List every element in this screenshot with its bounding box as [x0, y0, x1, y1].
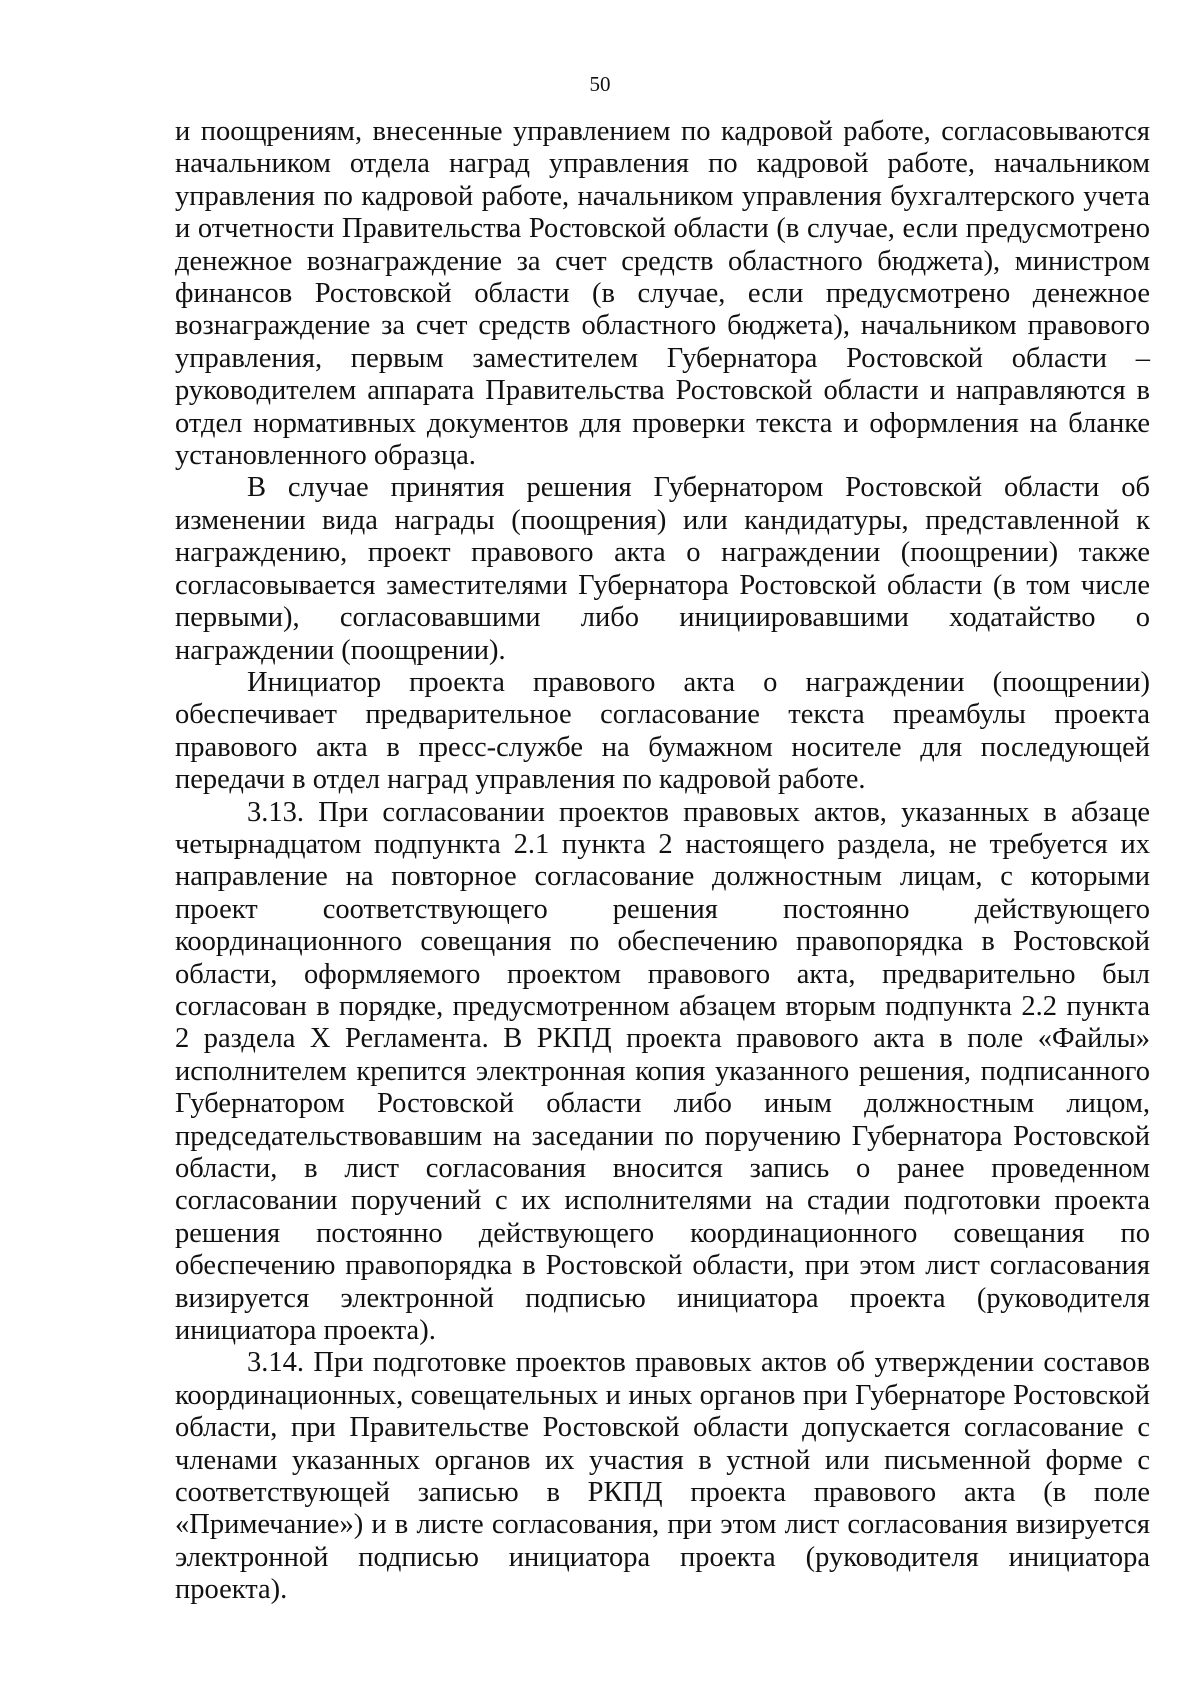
document-body — [175, 116, 1150, 1607]
page-number: 50 — [589, 72, 611, 96]
paragraph-continuation: и поощрениям, внесенные управлением по кадровой работе, согласовываются начальником отдела наград управления по кадровой работе, начальником управления по кадровой работе, начальником управления бухгалтерского учета и отчетности Правительства Ростовской области (в случае, если предусмотрено денежное вознаграждение за счет средств областного бюджета), министром финансов Ростовской области (в случае, если предусмотрено денежное вознаграждение за счет средств областного бюджета), начальником правового управления, первым заместителем Губернатора Ростовской области – руководителем аппарата Правительства Ростовской области и направляются в отдел нормативных документов для проверки текста и оформления на бланке установленного образца. — [175, 116, 1150, 472]
paragraph-3-13: 3.13. При согласовании проектов правовых актов, указанных в абзаце четырнадцатом подпункта 2.1 пункта 2 настоящего раздела, не требуется их направление на повторное согласование должностным лицам, с которыми проект соответствующего решения постоянно действующего координационного совещания по обеспечению правопорядка в Ростовской области, оформляемого проектом правового акта, предварительно был согласован в порядке, предусмотренном абзацем вторым подпункта 2.2 пункта 2 раздела X Регламента. В РКПД проекта правового акта в поле «Файлы» исполнителем крепится электронная копия указанного решения, подписанного Губернатором Ростовской области либо иным должностным лицом, председательствовавшим на заседании по поручению Губернатора Ростовской области, в лист согласования вносится запись о ранее проведенном согласовании поручений с их исполнителями на стадии подготовки проекта решения постоянно действующего координационного совещания по обеспечению правопорядка в Ростовской области, при этом лист согласования визируется электронной подписью инициатора проекта (руководителя инициатора проекта). — [175, 796, 1150, 1347]
paragraph-initiator: Инициатор проекта правового акта о награждении (поощрении) обеспечивает предварительное согласование текста преамбулы проекта правового акта в пресс-службе на бумажном носителе для последующей передачи в отдел наград управления по кадровой работе. — [175, 666, 1150, 796]
paragraph-3-14: 3.14. При подготовке проектов правовых актов об утверждении составов координационных, совещательных и иных органов при Губернаторе Ростовской области, при Правительстве Ростовской области допускается согласование с членами указанных органов их участия в устной или письменной форме с соответствующей записью в РКПД проекта правового акта (в поле «Примечание») и в листе согласования, при этом лист согласования визируется электронной подписью инициатора проекта (руководителя инициатора проекта). — [175, 1347, 1150, 1606]
paragraph-governor-decision: В случае принятия решения Губернатором Ростовской области об изменении вида награды (поощрения) или кандидатуры, представленной к награждению, проект правового акта о награждении (поощрении) также согласовывается заместителями Губернатора Ростовской области (в том числе первыми), согласовавшими либо инициировавшими ходатайство о награждении (поощрении). — [175, 472, 1150, 666]
